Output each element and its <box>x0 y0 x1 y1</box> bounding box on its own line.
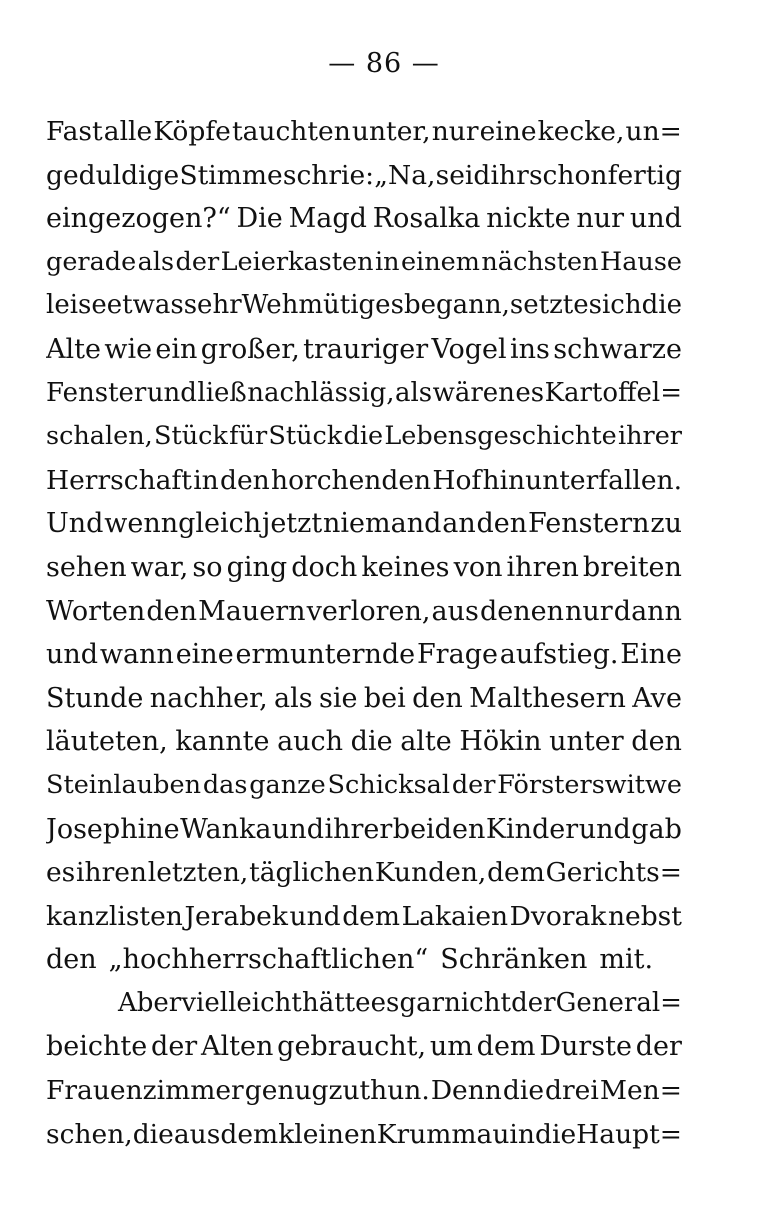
text-line: sehen war, so ging doch keines von ihren breiten <box>46 551 682 583</box>
text-line: schen, die aus dem kleinen Krummau in die Haupt= <box>46 1118 682 1150</box>
text-line: Stunde nachher, als sie bei den Malthesern Ave <box>46 682 682 714</box>
text-line: eingezogen?“ Die Magd Rosalka nickte nur und <box>46 203 682 235</box>
text-line: es ihren letzten, täglichen Kunden, dem Gerichts= <box>46 857 682 889</box>
text-line: Aber vielleicht hätte es gar nicht der General= <box>118 987 682 1018</box>
text-line: Steinlauben das ganze Schicksal der Försterswitwe <box>46 769 682 800</box>
text-line: Herrschaft in den horchenden Hof hinunterfallen. <box>46 464 682 496</box>
text-line: leise etwas sehr Wehmütiges begann, setzte sich die <box>46 290 682 321</box>
text-line: geduldige Stimme schrie: „Na, seid ihr schon fertig <box>46 159 682 191</box>
text-line: kanzlisten Jerabek und dem Lakaien Dvorak nebst <box>46 900 682 932</box>
text-line: Josephine Wanka und ihrer beiden Kinder und gab <box>46 813 682 845</box>
page-number: — 86 — <box>328 48 440 79</box>
text-line: Fast alle Köpfe tauchten unter, nur eine kecke, un= <box>46 116 682 147</box>
body-text <box>46 110 682 1156</box>
text-line: läuteten, kannte auch die alte Hökin unter den <box>46 726 682 758</box>
text-line: den „hochherrschaftlichen“ Schränken mit. <box>46 944 654 976</box>
text-line: Alte wie ein großer, trauriger Vogel ins schwarze <box>46 333 682 365</box>
text-line: schalen, Stück für Stück die Lebensgeschichte ihrer <box>46 421 682 452</box>
text-line: gerade als der Leierkasten in einem nächsten Hause <box>46 246 682 277</box>
text-line: Worten den Mauern verloren, aus denen nur dann <box>46 595 682 627</box>
text-line: Fenster und ließ nachlässig, als wären es Kartoffel= <box>46 377 682 408</box>
text-line: Und wenngleich jetzt niemand an den Fenstern zu <box>46 508 682 540</box>
text-line: und wann eine ermunternde Frage aufstieg. Eine <box>46 639 682 671</box>
text-line: Frauenzimmer genugzuthun. Denn die drei Men= <box>46 1075 682 1107</box>
text-line: beichte der Alten gebraucht, um dem Durste der <box>46 1031 682 1063</box>
